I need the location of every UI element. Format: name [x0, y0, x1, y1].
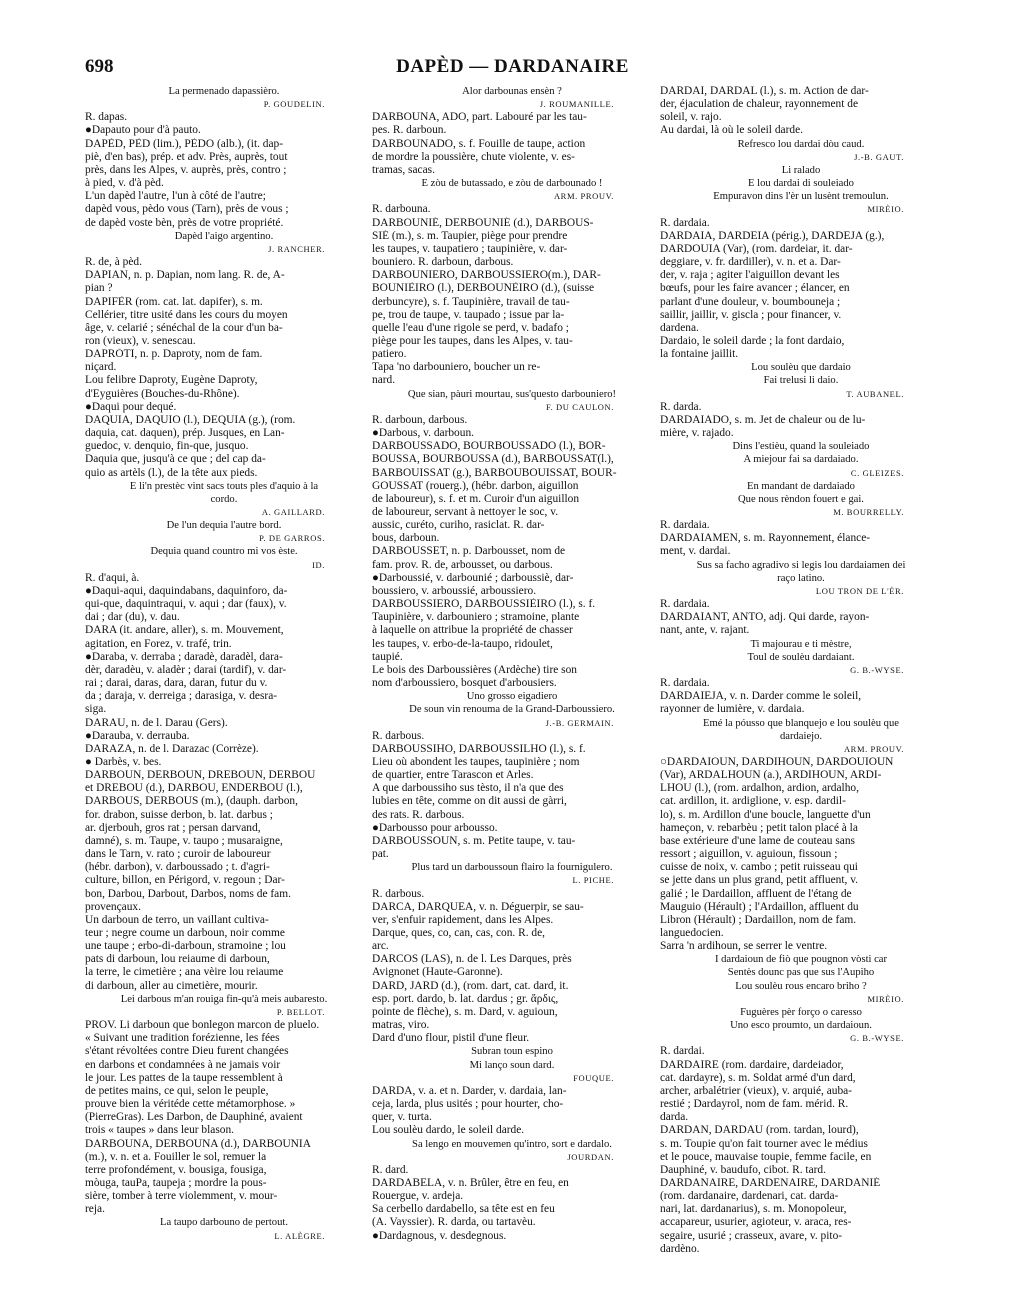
- attribution-line: P. BELLOT.: [276, 1006, 325, 1017]
- attribution-line: J. ROUMANILLE.: [539, 99, 614, 110]
- text-line: de dapèd voste bèn, près de votre propriété.: [85, 216, 284, 229]
- text-line: DARBOUNADO, s. f. Fouille de taupe, action: [372, 137, 586, 150]
- text-line: en darbons et condamnées à ne jamais voir: [85, 1058, 281, 1071]
- text-line: dans le Tarn, v. rato ; curoir de laboureur: [85, 848, 271, 861]
- quotation-line: Lei darbous m'an rouiga fin-qu'à meis aubaresto.: [120, 993, 328, 1005]
- text-line: piè, d'en bas), prép. et adv. Près, auprès, tout: [85, 150, 288, 163]
- quotation-line: Emé la póusso que blanquejo e lou soulèu que: [703, 717, 899, 729]
- quotation-line: Mi lanço soun dard.: [469, 1059, 555, 1071]
- text-line: de laboureur), s. f. et m. Curoir d'un aiguillon: [372, 492, 580, 505]
- text-line: DARDA, v. a. et n. Darder, v. dardaia, lan-: [372, 1084, 567, 1097]
- text-line: BOUSSA, BOURBOUSSA (d.), BARBOUSSAT(l.),: [372, 453, 614, 466]
- text-line: PROV. Li darboun que bonlegon marcon de pluelo.: [85, 1019, 320, 1032]
- text-line: DARDAN, DARDAU (rom. tardan, lourd),: [660, 1124, 859, 1137]
- quotation-line: Fuguères pèr forço o caresso: [740, 1006, 862, 1018]
- text-line: DARDAI, DARDAL (l.), s. m. Action de dar-: [660, 85, 869, 97]
- text-line: BOUNIÈIRO (l.), DERBOUNÈIRO (d.), (suisse: [372, 282, 595, 295]
- text-line: nant, ante, v. rajant.: [660, 624, 750, 637]
- text-line: DARDAIADO, s. m. Jet de chaleur ou de lu-: [660, 413, 866, 426]
- text-line: ●Darboussié, v. darbounié ; darboussiè, dar-: [372, 571, 574, 584]
- quotation-line: Dapèd l'aigo argentino.: [174, 230, 274, 242]
- text-line: de petites mains, ce qui, selon le peuple,: [85, 1084, 269, 1097]
- text-line: Lieu où abondent les taupes, taupinière ; nom: [372, 755, 580, 768]
- text-line: DARDAIAMEN, s. m. Rayonnement, élance-: [660, 532, 871, 545]
- text-line: Dardaio, le soleil darde ; la font dardaio,: [660, 334, 845, 347]
- text-line: deggiare, v. fr. dardiller), v. n. et a. Dar-: [660, 256, 841, 269]
- text-line: for. drabon, suisse derbon, b. lat. darbus ;: [85, 808, 273, 821]
- text-line: nard.: [372, 374, 396, 387]
- text-line: ceja, larda, plus usités ; pour hourter, cho-: [372, 1098, 564, 1111]
- text-line: (rom. dardanaire, dardenari, cat. darda-: [660, 1190, 839, 1203]
- text-line: provençaux.: [85, 900, 141, 913]
- quotation-line: La taupo darbouno de pertout.: [160, 1217, 288, 1229]
- quotation-line: De soun vin renouma de la Grand-Darboussiero.: [409, 704, 615, 716]
- attribution-line: L. ALÈGRE.: [274, 1230, 325, 1241]
- quotation-line: cordo.: [210, 493, 238, 505]
- attribution-line: F. DU CAULON.: [545, 401, 614, 412]
- attribution-line: MIRÈIO.: [867, 204, 904, 215]
- text-line: archer, arbalétrier (vieux), v. arquié, auba-: [660, 1084, 853, 1097]
- quotation-line: En mandant de dardaiado: [747, 480, 855, 492]
- text-line: reja.: [85, 1203, 105, 1216]
- text-line: daquia, cat. daquen), prép. Jusques, en Lan-: [85, 427, 285, 440]
- text-line: ●Darauba, v. derrauba.: [85, 729, 190, 742]
- text-line: s'étant révoltées contre Dieu furent changées: [85, 1045, 289, 1058]
- text-line: di darboun, aller au cimetière, mourir.: [85, 979, 258, 992]
- text-line: ver, s'enfuir rapidement, dans les Alpes.: [372, 913, 554, 926]
- text-line: SIÉ (m.), s. m. Taupier, piège pour prendre: [372, 229, 568, 242]
- text-line: pats di darboun, lou reiaume di darboun,: [85, 953, 270, 966]
- quotation-line: Dins l'estièu, quand la souleiado: [732, 441, 870, 453]
- quotation-line: Sus sa facho agradivo si legis lou dardaiamen dei: [696, 559, 906, 571]
- quotation-line: Toul de soulèu dardaiant.: [747, 651, 855, 663]
- text-line: DARDABELA, v. n. Brûler, être en feu, en: [372, 1176, 569, 1189]
- text-line: pat.: [372, 848, 389, 861]
- text-line: R. dardaia.: [660, 677, 710, 690]
- text-line: DAPÈD, PÈD (lim.), PÈDO (alb.), (it. dap-: [85, 137, 284, 150]
- text-line: DARCOS (LAS), n. de l. Les Darques, près: [372, 953, 572, 966]
- text-line: et le pouce, mauvaise toupie, femme facile, en: [660, 1150, 872, 1163]
- text-line: Lou felibre Daproty, Eugène Daproty,: [85, 374, 258, 387]
- text-line: ment, v. dardai.: [660, 545, 731, 558]
- text-line: DARDAIRE (rom. dardaire, dardeiador,: [660, 1058, 844, 1071]
- attribution-line: J.-B. GERMAIN.: [545, 717, 614, 728]
- text-line: R. darda.: [660, 400, 702, 413]
- text-line: DARBOUN, DERBOUN, DREBOUN, DERBOU: [85, 769, 316, 782]
- attribution-line: T. AUBANEL.: [846, 388, 904, 399]
- text-line: quio as artèls (l.), de la tête aux pieds.: [85, 466, 258, 479]
- text-line: rayonner de lumière, v. dardaia.: [660, 703, 805, 716]
- text-line: ●Dapauto pour d'à pauto.: [85, 124, 201, 137]
- text-line: la terre, le cimetière ; ana vèire lou reiaume: [85, 966, 284, 979]
- text-line: matras, viro.: [372, 1019, 430, 1032]
- text-line: arc.: [372, 940, 389, 953]
- text-line: accapareur, usurier, agioteur, v. araca, res-: [660, 1216, 852, 1229]
- text-line: der, éjaculation de chaleur, rayonnement de: [660, 98, 859, 111]
- text-line: mière, v. rajado.: [660, 427, 734, 440]
- text-line: pointe de flèche), s. m. Dard, v. aguioun,: [372, 1005, 558, 1018]
- text-line: R. de, à pèd.: [85, 256, 142, 269]
- text-line: R. darbous.: [372, 887, 425, 900]
- text-line: dardèno.: [660, 1242, 700, 1255]
- text-line: R. d'aqui, à.: [85, 571, 140, 584]
- column-middle: [372, 85, 652, 1280]
- attribution-line: FOUQUE.: [573, 1072, 614, 1083]
- text-line: ●Darbous, v. darboun.: [372, 427, 474, 440]
- text-line: dapèd vous, pèdo vous (Tarn), près de vous ;: [85, 203, 289, 216]
- quotation-line: Lou soulèu que dardaio: [751, 362, 851, 374]
- text-line: d'Eyguières (Bouches-du-Rhône).: [85, 387, 240, 400]
- text-line: et DREBOU (d.), DARBOU, ENDERBOU (l.),: [85, 782, 303, 795]
- text-line: segaire, usurié ; crasseux, avare, v. pito-: [660, 1229, 843, 1242]
- text-line: fam. prov. R. de, arbousset, ou darbous.: [372, 558, 553, 571]
- quotation-line: Uno esco proumto, un dardaioun.: [730, 1020, 872, 1032]
- text-line: s. m. Toupie qu'on fait tourner avec le médius: [660, 1137, 868, 1150]
- text-line: nom d'arboussiero, bosquet d'arbousiers.: [372, 677, 557, 690]
- page-number: 698: [85, 56, 114, 77]
- quotation-line: Uno grosso eigadiero: [466, 691, 558, 703]
- text-line: (hébr. darbon), v. darboussado ; t. d'agri-: [85, 861, 270, 874]
- text-line: pian ?: [85, 282, 113, 295]
- attribution-line: ID.: [312, 559, 325, 570]
- text-line: dardena.: [660, 321, 699, 334]
- text-line: se jette dans un plus grand, petit affluent, v.: [660, 874, 859, 887]
- text-line: Mauguio (Hérault) ; l'Ardaillon, affluent du: [660, 900, 859, 913]
- text-line: à pied, v. d'à pèd.: [85, 177, 164, 190]
- text-line: R. darbous.: [372, 729, 425, 742]
- text-line: R. dardaia.: [660, 216, 710, 229]
- text-line: DAPIFÈR (rom. cat. lat. dapifer), s. m.: [85, 295, 263, 308]
- text-line: base extérieure d'une lame de couteau sans: [660, 834, 855, 847]
- text-line: pes. R. darboun.: [372, 124, 447, 137]
- quotation-line: Alor darbounas ensèn ?: [462, 86, 562, 97]
- quotation-line: E li'n prestèc vint sacs touts ples d'aquio à la: [129, 480, 319, 492]
- column-right: [660, 85, 942, 1280]
- attribution-line: J.-B. GAUT.: [854, 151, 904, 162]
- text-line: DARD, JARD (d.), (rom. dart, cat. dard, it.: [372, 979, 569, 992]
- text-line: DARBOUNA, ADO, part. Labouré par les tau-: [372, 111, 587, 124]
- quotation-line: Sa lengo en mouvemen qu'intro, sort e dardalo.: [412, 1138, 612, 1150]
- text-line: pe, trou de taupe, v. taupado ; issue par la-: [372, 308, 565, 321]
- text-line: hameçon, v. rebarbèu ; petit talon placé à la: [660, 821, 858, 834]
- text-line: taupié.: [372, 650, 403, 663]
- text-line: R. dardaia.: [660, 519, 710, 532]
- text-line: ● Darbès, v. bes.: [85, 755, 162, 768]
- text-line: bœufs, pour les faire avancer ; élancer, en: [660, 282, 850, 295]
- text-line: ●Daraba, v. derraba ; daradè, daradèl, dara-: [85, 650, 283, 663]
- attribution-line: ARM. PROUV.: [843, 743, 904, 754]
- text-line: « Suivant une tradition forézienne, les fées: [85, 1032, 280, 1045]
- text-line: à laquelle on attribue la propriété de chasser: [372, 624, 573, 637]
- text-line: restié ; Dardayrol, nom de fam. mérid. R.: [660, 1098, 849, 1111]
- text-line: galié ; le Dardaillon, affluent de l'étang de: [660, 887, 852, 900]
- text-line: Taupinière, v. darbouniero ; stramoine, plante: [372, 611, 580, 624]
- text-line: esp. port. dardo, b. lat. dardus ; gr. ἄρδις,: [372, 992, 559, 1005]
- text-line: cuisse de noix, v. cambo ; petit ruisseau qui: [660, 861, 858, 874]
- text-line: ●Dardagnous, v. desdegnous.: [372, 1229, 507, 1242]
- text-line: L'un dapèd l'autre, l'un à côté de l'autre;: [85, 190, 266, 203]
- attribution-line: MIRÈIO.: [867, 993, 904, 1004]
- text-line: Dauphiné, v. baudufo, cibot. R. tard.: [660, 1163, 826, 1176]
- text-line: dèr, daradèu, v. aladèr ; darai (tardif), v. dar-: [85, 663, 287, 676]
- quotation-line: Sentès dounc pas que sus l'Aupiho: [727, 967, 875, 979]
- quotation-line: Plus tard un darboussoun flairo la fournigulero.: [411, 862, 613, 874]
- quotation-line: Li ralado: [781, 164, 821, 176]
- text-line: guedoc, v. denquio, fin-que, jusquo.: [85, 440, 249, 453]
- text-line: DAQUIA, DAQUIO (l.), DEQUIA (g.), (rom.: [85, 413, 296, 426]
- quotation-line: E lou dardai di souleiado: [748, 178, 854, 190]
- attribution-line: A. GAILLARD.: [261, 507, 325, 517]
- text-line: DARDAIA, DARDEIA (périg.), DARDEJA (g.),: [660, 229, 885, 242]
- text-line: une taupe ; erbo-di-darboun, stramoine ; lou: [85, 940, 286, 953]
- text-line: Avignonet (Haute-Garonne).: [372, 966, 503, 979]
- quotation-line: La permenado dapassièro.: [168, 86, 280, 97]
- quotation-line: Fai trelusi li daio.: [763, 375, 839, 387]
- text-line: patiero.: [372, 348, 407, 361]
- text-line: DARAU, n. de l. Darau (Gers).: [85, 716, 228, 729]
- text-line: niçard.: [85, 361, 117, 374]
- text-line: qui-que, daquintraqui, v. aqui ; dar (faux), v.: [85, 598, 287, 611]
- text-line: ○DARDAIOUN, DARDIHOUN, DARDOUIOUN: [660, 755, 894, 768]
- text-line: sière, tomber à terre violemment, v. mour-: [85, 1190, 278, 1203]
- text-line: bon, Darbou, Darbout, Darbos, noms de fam.: [85, 887, 291, 900]
- text-line: Daquia que, jusqu'à ce que ; del cap da-: [85, 453, 266, 466]
- text-line: DARBOUSSIHO, DARBOUSSILHO (l.), s. f.: [372, 742, 586, 755]
- text-line: Rouergue, v. ardeja.: [372, 1190, 464, 1203]
- text-line: ●Daqui-aqui, daquindabans, daquinforo, da-: [85, 584, 288, 597]
- text-line: de mordre la poussière, chute violente, v. es-: [372, 150, 575, 163]
- text-line: R. dardai.: [660, 1045, 705, 1058]
- text-line: quer, v. turta.: [372, 1111, 432, 1124]
- text-line: R. darboun, darbous.: [372, 413, 468, 426]
- text-line: cat. ardillon, it. ardiglione, v. esp. dardil-: [660, 795, 846, 808]
- text-line: lo), s. m. Ardillon d'une boucle, languette d'un: [660, 808, 871, 821]
- text-line: DARDOUIA (Var), (rom. dardeiar, it. dar-: [660, 242, 853, 255]
- quotation-line: Ti majourau e ti mèstre,: [750, 638, 852, 650]
- attribution-line: C. GLEIZES.: [850, 467, 904, 478]
- text-line: rai ; darai, daras, dara, daran, futur du v.: [85, 677, 268, 690]
- text-line: damné), s. m. Taupe, v. taupo ; musaraigne,: [85, 834, 283, 847]
- text-line: DARBOUNIÉ, DERBOUNIÉ (d.), DARBOUS-: [372, 216, 594, 229]
- text-line: les taupes, v. erbo-de-la-taupo, ridoulet,: [372, 637, 553, 650]
- quotation-line: Que nous rèndon fouert e gai.: [738, 493, 864, 505]
- text-line: teur ; negre coume un darboun, noir comme: [85, 927, 285, 939]
- text-line: quelle l'eau d'une rigole se perd, v. badafo ;: [372, 321, 569, 334]
- text-line: de quartier, entre Tarascon et Arles.: [372, 769, 534, 782]
- attribution-line: L. PICHE.: [572, 875, 614, 886]
- quotation-line: Lou soulèu rous encaro briho ?: [735, 980, 867, 992]
- text-line: LHOU (l.), (rom. ardalhon, ardion, ardalho,: [660, 782, 859, 795]
- text-line: Darque, ques, co, can, cas, con. R. de,: [372, 927, 546, 939]
- text-line: DARCA, DARQUEA, v. n. Déguerpir, se sau-: [372, 900, 584, 913]
- text-line: GOUSSAT (rouerg.), (hébr. darbon, aiguillon: [372, 479, 579, 492]
- text-line: darda.: [660, 1111, 689, 1124]
- text-line: siga.: [85, 703, 107, 716]
- text-line: agitation, en Forez, v. trafé, trin.: [85, 637, 232, 650]
- text-line: derbuncyre), s. f. Taupinière, travail de tau-: [372, 295, 570, 308]
- text-line: Le bois des Darboussières (Ardèche) tire son: [372, 663, 577, 676]
- attribution-line: JOURDAN.: [567, 1151, 614, 1162]
- text-line: R. dapas.: [85, 111, 128, 124]
- text-line: DAPRÒTI, n. p. Daproty, nom de fam.: [85, 348, 263, 361]
- text-line: der, v. raja ; agiter l'aiguillon devant les: [660, 269, 840, 282]
- quotation-line: I dardaioun de fiò que pougnon vòsti car: [714, 954, 888, 966]
- text-line: DARBOUSSADO, BOURBOUSSADO (l.), BOR-: [372, 440, 606, 453]
- text-line: ar. djerbouh, gros rat ; persan darvand,: [85, 821, 261, 834]
- text-line: boussiero, v. arboussié, arboussiero.: [372, 584, 537, 597]
- text-line: DARBOUS, DERBOUS (m.), (dauph. darbon,: [85, 795, 298, 808]
- quotation-line: Empuravon dins l'èr un lusènt tremoulun.: [713, 191, 889, 203]
- text-line: (A. Vayssier). R. darda, ou tartavèu.: [372, 1216, 536, 1229]
- attribution-line: LOU TRON DE L'ÈR.: [815, 585, 904, 596]
- text-line: ●Darbousso pour arbousso.: [372, 821, 498, 834]
- attribution-line: ARM. PROUV.: [553, 191, 614, 202]
- text-line: Libron (Hérault) ; Dardaillon, nom de fam.: [660, 913, 857, 926]
- text-line: DARDANAIRE, DARDENAIRE, DARDANIÉ: [660, 1176, 881, 1189]
- text-line: R. darbouna.: [372, 203, 431, 216]
- quotation-line: De l'un dequia l'autre bord.: [166, 520, 282, 532]
- text-line: Sa cerbello dardabello, sa tête est en feu: [372, 1203, 555, 1216]
- text-line: prouve bien la véritéde cette métamorphose. »: [85, 1098, 296, 1111]
- quotation-line: dardaiejo.: [779, 730, 823, 742]
- text-line: Un darboun de terro, un vaillant cultiva-: [85, 913, 269, 926]
- text-line: des rats. R. darbous.: [372, 808, 465, 821]
- text-line: DARBOUNIERO, DARBOUSSIERO(m.), DAR-: [372, 269, 601, 282]
- attribution-line: P. GOUDELIN.: [263, 99, 325, 110]
- text-line: Au dardai, là où le soleil darde.: [660, 124, 803, 137]
- text-line: culture, billon, en Périgord, v. regoun ; Dar-: [85, 874, 285, 887]
- quotation-line: Refresco lou dardai dòu caud.: [737, 138, 865, 150]
- text-line: bous, darboun.: [372, 532, 440, 545]
- text-line: DARA (it. andare, aller), s. m. Mouvement,: [85, 624, 284, 637]
- text-line: DAPIAN, n. p. Dapian, nom lang. R. de, A-: [85, 269, 285, 282]
- attribution-line: G. B.-WYSE.: [850, 664, 904, 675]
- text-line: A que darboussiho sus tèsto, il n'a que des: [372, 782, 564, 795]
- text-line: ressort ; aiguillon, v. aguioun, fissoun ;: [660, 848, 838, 861]
- text-line: languedocien.: [660, 927, 724, 939]
- text-line: trois « taupes » dans leur blason.: [85, 1124, 235, 1137]
- text-line: cat. dardayre), s. m. Soldat armé d'un dard,: [660, 1071, 856, 1084]
- text-line: (Var), ARDALHOUN (a.), ARDIHOUN, ARDI-: [660, 769, 882, 782]
- text-line: DARDAIANT, ANTO, adj. Qui darde, rayon-: [660, 611, 870, 624]
- text-line: Dard d'uno flour, pistil d'une fleur.: [372, 1032, 530, 1045]
- quotation-line: A miejour fai sa dardaiado.: [743, 454, 859, 466]
- text-line: les taupes, v. taupatiero ; taupinière, v. dar-: [372, 242, 568, 255]
- text-line: DARAZA, n. de l. Darazac (Corrèze).: [85, 742, 259, 755]
- text-line: soleil, v. rajo.: [660, 111, 722, 124]
- text-line: piège pour les taupes, dans les Alpes, v. tau-: [372, 334, 573, 347]
- text-line: nari, lat. dardanarius), s. m. Monopoleur,: [660, 1203, 847, 1216]
- quotation-line: Que sian, pàuri mourtau, sus'questo darbouniero!: [407, 388, 617, 400]
- text-line: mòuga, tauPa, taupeja ; mordre la pous-: [85, 1176, 267, 1189]
- text-line: ron (vieux), v. senescau.: [85, 334, 196, 347]
- text-line: BARBOUISSAT (g.), BARBOUBOUISSAT, BOUR-: [372, 466, 617, 479]
- attribution-line: G. B.-WYSE.: [850, 1033, 904, 1044]
- text-line: de laboureur, servant à nettoyer le soc, v.: [372, 506, 559, 518]
- text-line: DARBOUSSET, n. p. Darbousset, nom de: [372, 545, 566, 558]
- text-line: parlant d'une douleur, v. boumbouneja ;: [660, 295, 841, 308]
- running-head: DAPÈD — DARDANAIRE: [396, 56, 629, 77]
- text-line: Sarra 'n ardihoun, se serrer le ventre.: [660, 940, 828, 953]
- quotation-line: E zòu de butassado, e zòu de darbounado !: [421, 178, 603, 190]
- text-line: dai ; dar (du), v. dau.: [85, 611, 180, 624]
- attribution-line: P. DE GARROS.: [259, 533, 325, 544]
- text-line: da ; daraja, v. derreiga ; darasiga, v. desra-: [85, 690, 278, 703]
- text-line: le jour. Les pattes de la taupe ressemblent à: [85, 1071, 283, 1084]
- text-line: près, dans les Alpes, v. auprès, près, contro ;: [85, 163, 287, 176]
- text-line: (m.), v. n. et a. Fouiller le sol, remuer la: [85, 1150, 267, 1163]
- text-line: bouniero. R. darboun, darbous.: [372, 256, 514, 269]
- text-line: tramas, sacas.: [372, 163, 435, 176]
- text-line: la fontaine jaillit.: [660, 348, 739, 361]
- attribution-line: M. BOURRELLY.: [833, 507, 904, 517]
- text-line: R. dardaia.: [660, 598, 710, 611]
- text-line: (PierreGras). Les Darbon, de Dauphiné, avaient: [85, 1111, 303, 1124]
- text-line: DARBOUSSIERO, DARBOUSSIÈIRO (l.), s. f.: [372, 598, 596, 611]
- quotation-line: Dequia quand countro mi vos èste.: [150, 546, 298, 558]
- page-header: [85, 56, 940, 80]
- column-left: [85, 85, 363, 1280]
- text-line: DARDAIEJA, v. n. Darder comme le soleil,: [660, 690, 862, 703]
- text-line: ●Daqui pour dequé.: [85, 400, 177, 413]
- text-line: saillir, jaillir, v. giscla ; pour financer, v.: [660, 308, 842, 321]
- text-line: R. dard.: [372, 1163, 409, 1176]
- quotation-line: raço latino.: [777, 572, 825, 584]
- quotation-line: Subran toun espino: [471, 1046, 553, 1058]
- text-line: Lou soulèu dardo, le soleil darde.: [372, 1124, 525, 1137]
- text-line: Cellérier, titre usité dans les cours du moyen: [85, 308, 288, 321]
- text-line: aussic, curéto, curiho, rasiclat. R. dar-: [372, 519, 545, 532]
- text-line: terre profondément, v. bousiga, fousiga,: [85, 1163, 267, 1176]
- text-line: âge, v. celarié ; sénéchal de la cour d'un ba-: [85, 321, 283, 334]
- attribution-line: J. RANCHER.: [268, 243, 325, 254]
- text-line: lubies en tête, comme on dit aussi de gàrri,: [372, 795, 567, 808]
- text-line: Tapa 'no darbouniero, boucher un re-: [372, 361, 541, 374]
- text-line: DARBOUSSOUN, s. m. Petite taupe, v. tau-: [372, 834, 576, 847]
- text-line: DARBOUNA, DERBOUNA (d.), DARBOUNIA: [85, 1137, 311, 1150]
